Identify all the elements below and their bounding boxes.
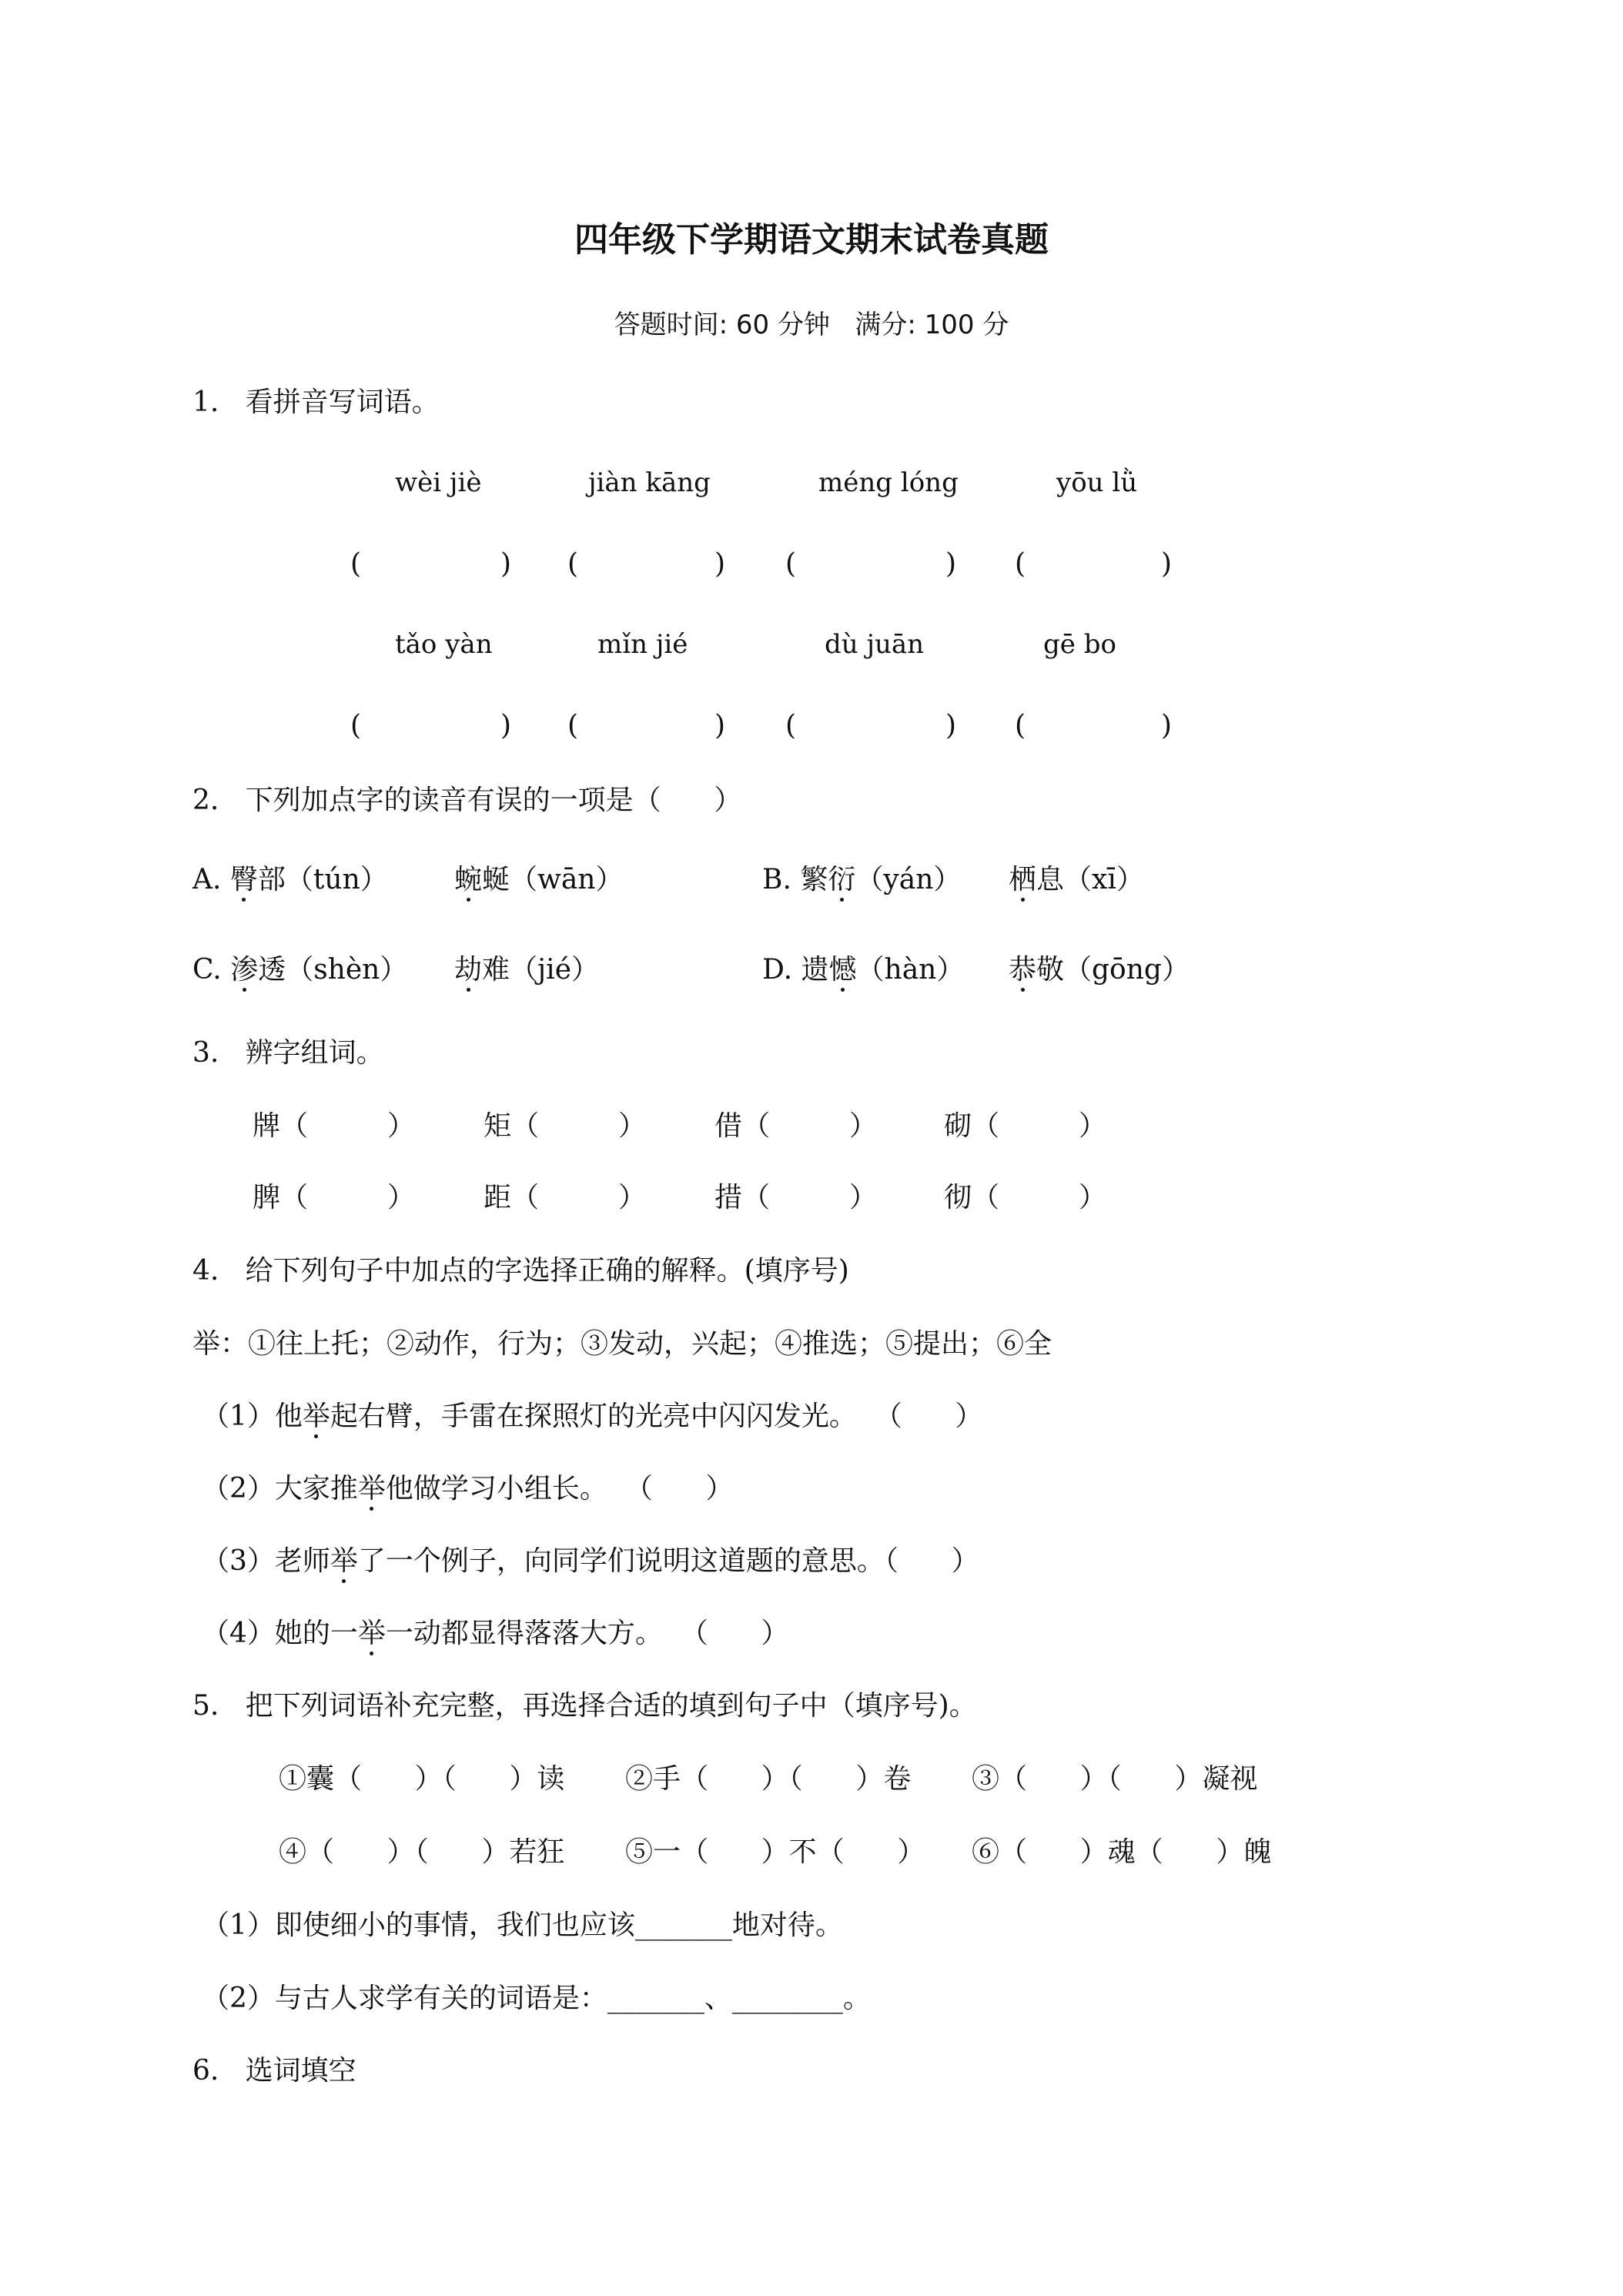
option-a: A. 臀部（tún） <box>192 864 388 895</box>
dotted-char: 憾 <box>828 954 857 986</box>
word-group-item: 彻（ ） <box>944 1182 1106 1213</box>
word-group-item: 矩（ ） <box>484 1110 646 1142</box>
pinyin-item: méng lóng <box>818 467 959 498</box>
word-group-item: 措（ ） <box>714 1182 877 1213</box>
option-label: B. <box>762 864 791 895</box>
option-d-second: 恭敬（gōng） <box>1009 954 1190 986</box>
answer-paren-close: ) <box>500 548 512 580</box>
pinyin-item: dù juān <box>825 629 925 660</box>
answer-paren-open: ( <box>567 548 579 580</box>
pinyin-item: tǎo yàn <box>395 629 493 660</box>
dotted-char: 举 <box>330 1545 358 1577</box>
q5-sentence: （1）即使细小的事情，我们也应该_______地对待。 <box>202 1909 843 1941</box>
dotted-char: 举 <box>302 1401 330 1432</box>
option-a-second: 蜿蜒（wān） <box>454 864 624 895</box>
word-group-item: 脾（ ） <box>253 1182 415 1213</box>
answer-paren-close: ) <box>1161 710 1173 741</box>
answer-paren-open: ( <box>785 710 797 741</box>
option-b-second: 栖息（xī） <box>1009 864 1144 895</box>
exam-info: 答题时间: 60 分钟 满分: 100 分 <box>614 310 1009 340</box>
word-group-item: 距（ ） <box>484 1182 646 1213</box>
answer-paren-close: ) <box>1161 548 1173 580</box>
dotted-char: 渗 <box>230 954 259 986</box>
dotted-char: 臀 <box>229 864 258 895</box>
q4-sentence: （1）他举起右臂，手雷在探照灯的光亮中闪闪发光。 （ ） <box>202 1401 983 1432</box>
idiom-item: ①囊（ ）（ ）读 <box>279 1763 565 1795</box>
q5-sentence: （2）与古人求学有关的词语是：_______、________。 <box>202 1983 871 2014</box>
word-group-item: 借（ ） <box>714 1110 877 1142</box>
word-group-item: 砌（ ） <box>944 1110 1106 1142</box>
pinyin-item: gē bo <box>1043 629 1116 660</box>
option-b: B. 繁衍（yán） <box>762 864 962 895</box>
q4-options: 举：①往上托；②动作，行为；③发动，兴起；④推选；⑤提出；⑥全 <box>192 1328 1052 1360</box>
answer-paren-open: ( <box>567 710 579 741</box>
option-label: D. <box>762 954 793 986</box>
option-c: C. 渗透（shèn） <box>192 954 408 986</box>
answer-paren-open: ( <box>350 548 362 580</box>
q1-heading: 1. 看拼音写词语。 <box>192 387 440 418</box>
answer-paren-open: ( <box>1015 710 1026 741</box>
option-c-second: 劫难（jié） <box>454 954 599 986</box>
q3-heading: 3. 辨字组词。 <box>192 1037 384 1069</box>
answer-paren-close: ) <box>945 548 957 580</box>
idiom-item: ④（ ）（ ）若狂 <box>279 1836 565 1868</box>
idiom-item: ⑥（ ）魂（ ）魄 <box>972 1836 1272 1868</box>
dotted-char: 蜿 <box>454 864 483 895</box>
pinyin-item: mǐn jié <box>597 629 688 660</box>
answer-paren-open: ( <box>785 548 797 580</box>
answer-paren-open: ( <box>1015 548 1026 580</box>
idiom-item: ③（ ）（ ）凝视 <box>972 1763 1258 1795</box>
dotted-char: 栖 <box>1009 864 1037 895</box>
q6-heading: 6. 选词填空 <box>192 2055 356 2087</box>
pinyin-item: jiàn kāng <box>588 467 711 498</box>
answer-paren-close: ) <box>714 548 726 580</box>
q4-sentence: （2）大家推举他做学习小组长。 （ ） <box>202 1473 734 1504</box>
option-label: A. <box>192 864 222 895</box>
option-label: C. <box>192 954 222 986</box>
idiom-item: ⑤一（ ）不（ ） <box>625 1836 925 1868</box>
q4-sentence: （4）她的一举一动都显得落落大方。 （ ） <box>202 1618 789 1649</box>
q4-heading: 4. 给下列句子中加点的字选择正确的解释。(填序号) <box>192 1255 849 1287</box>
q5-heading: 5. 把下列词语补充完整，再选择合适的填到句子中（填序号)。 <box>192 1690 977 1722</box>
answer-paren-open: ( <box>350 710 362 741</box>
option-d: D. 遗憾（hàn） <box>762 954 965 986</box>
pinyin-item: yōu lǜ <box>1056 467 1138 498</box>
answer-paren-close: ) <box>945 710 957 741</box>
pinyin-item: wèi jiè <box>395 467 482 498</box>
page-title: 四年级下学期语文期末试卷真题 <box>574 220 1049 259</box>
idiom-item: ②手（ ）（ ）卷 <box>625 1763 912 1795</box>
dotted-char: 衍 <box>828 864 856 895</box>
q4-sentence: （3）老师举了一个例子，向同学们说明这道题的意思。（ ） <box>202 1545 979 1577</box>
word-group-item: 牌（ ） <box>253 1110 415 1142</box>
answer-paren-close: ) <box>500 710 512 741</box>
dotted-char: 劫 <box>454 954 483 986</box>
dotted-char: 举 <box>357 1473 386 1504</box>
dotted-char: 恭 <box>1009 954 1037 986</box>
q2-heading: 2. 下列加点字的读音有误的一项是（ ） <box>192 785 742 816</box>
answer-paren-close: ) <box>714 710 726 741</box>
dotted-char: 举 <box>357 1618 386 1649</box>
